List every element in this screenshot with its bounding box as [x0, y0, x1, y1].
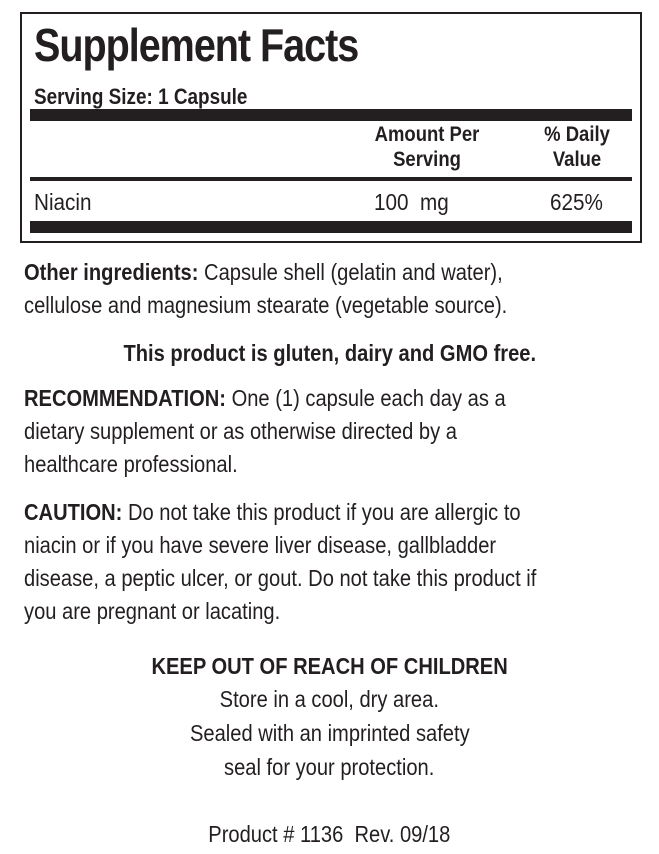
seal-statement-line1: [0, 717, 659, 750]
serving-size: Serving Size: 1 Capsule: [34, 84, 248, 109]
recommendation-label: RECOMMENDATION:: [24, 385, 226, 411]
product-number: [0, 818, 659, 851]
storage-instruction: [0, 683, 659, 716]
keep-out-warning: [0, 650, 659, 683]
store-text: Store in a cool, dry area.: [219, 686, 440, 712]
caution-label: CAUTION:: [24, 499, 123, 525]
caution-line2: niacin or if you have severe liver disease, gallbladder: [24, 532, 497, 558]
caution-line4: you are pregnant or lacating.: [24, 598, 281, 624]
divider-thick-top: [30, 109, 632, 121]
product-text: Product # 1136 Rev. 09/18: [208, 821, 451, 847]
column-header-amount: Amount Per Serving: [374, 123, 480, 171]
other-ingredients-line1: Capsule shell (gelatin and water),: [198, 259, 503, 285]
free-statement: [0, 337, 659, 370]
divider-thick-bottom: [30, 221, 632, 233]
nutrient-name: Niacin: [34, 189, 92, 215]
seal-statement-line2: [0, 751, 659, 784]
free-statement-text: This product is gluten, dairy and GMO free.: [123, 340, 536, 366]
divider-header: [30, 177, 632, 181]
facts-title: Supplement Facts: [34, 19, 359, 71]
other-ingredients-line2: cellulose and magnesium stearate (vegetable source).: [24, 292, 508, 318]
recommendation-line1: One (1) capsule each day as a: [225, 385, 506, 411]
caution-line1: Do not take this product if you are allergic to: [122, 499, 521, 525]
other-ingredients: [24, 256, 628, 322]
supplement-facts-panel: [20, 12, 642, 243]
caution-line3: disease, a peptic ulcer, or gout. Do not take this product if: [24, 565, 537, 591]
recommendation: [24, 382, 628, 481]
column-header-daily-value: % Daily Value: [544, 123, 610, 171]
sealed-text-2: seal for your protection.: [224, 754, 435, 780]
caution: [24, 496, 628, 628]
keep-out-text: KEEP OUT OF REACH OF CHILDREN: [151, 653, 508, 679]
nutrient-daily-value: 625%: [550, 189, 603, 215]
other-ingredients-label: Other ingredients:: [24, 259, 199, 285]
recommendation-line3: healthcare professional.: [24, 451, 238, 477]
recommendation-line2: dietary supplement or as otherwise directed by a: [24, 418, 457, 444]
sealed-text-1: Sealed with an imprinted safety: [189, 720, 470, 746]
nutrient-amount: 100 mg: [374, 189, 449, 215]
